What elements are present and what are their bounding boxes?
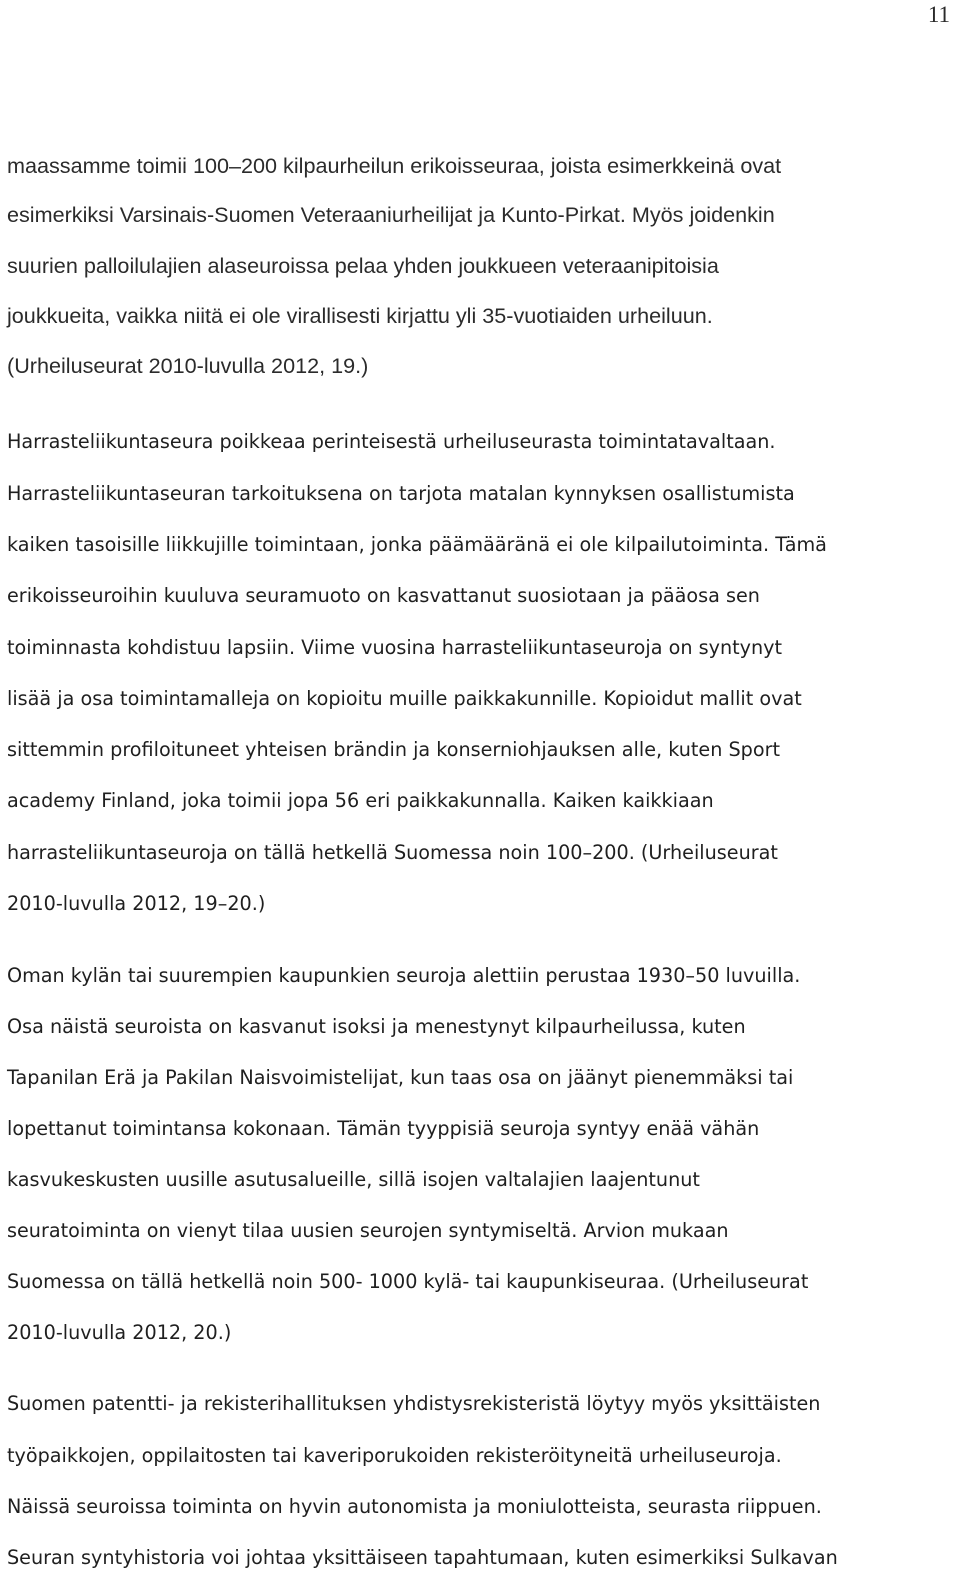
text-line: sittemmin profiloituneet yhteisen brändin ja konserniohjauksen alle, kuten Sport bbox=[7, 738, 780, 761]
text-line: Osa näistä seuroista on kasvanut isoksi ja menestynyt kilpaurheilussa, kuten bbox=[7, 1015, 746, 1038]
text-line: kasvukeskusten uusille asutusalueille, sillä isojen valtalajien laajentunut bbox=[7, 1168, 700, 1191]
text-line: lisää ja osa toimintamalleja on kopioitu muille paikkakunnille. Kopioidut mallit ovat bbox=[7, 687, 802, 710]
page-number: 11 bbox=[927, 2, 950, 27]
text-line: erikoisseuroihin kuuluva seuramuoto on kasvattanut suosiotaan ja pääosa sen bbox=[7, 584, 760, 607]
text-line: maassamme toimii 100–200 kilpaurheilun erikoisseuraa, joista esimerkkeinä ovat bbox=[7, 153, 782, 178]
text-line: 2010-luvulla 2012, 20.) bbox=[7, 1321, 232, 1344]
text-line: 2010-luvulla 2012, 19–20.) bbox=[7, 892, 266, 915]
text-line: Suomen patentti- ja rekisterihallituksen yhdistysrekisteristä löytyy myös yksittäisten bbox=[7, 1392, 821, 1415]
text-line: harrasteliikuntaseuroja on tällä hetkellä Suomessa noin 100–200. (Urheiluseurat bbox=[7, 841, 778, 864]
text-line: Tapanilan Erä ja Pakilan Naisvoimistelijat, kun taas osa on jäänyt pienemmäksi tai bbox=[7, 1066, 794, 1089]
text-line: (Urheiluseurat 2010-luvulla 2012, 19.) bbox=[7, 353, 369, 378]
text-line: kaiken tasoisille liikkujille toimintaan, jonka päämääränä ei ole kilpailutoiminta. Tämä bbox=[7, 533, 827, 556]
text-line: joukkueita, vaikka niitä ei ole virallisesti kirjattu yli 35-vuotiaiden urheiluun. bbox=[7, 303, 713, 328]
text-line: lopettanut toimintansa kokonaan. Tämän tyyppisiä seuroja syntyy enää vähän bbox=[7, 1117, 760, 1140]
text-line: toiminnasta kohdistuu lapsiin. Viime vuosina harrasteliikuntaseuroja on syntynyt bbox=[7, 636, 783, 659]
text-line: Näissä seuroissa toiminta on hyvin autonomista ja moniulotteista, seurasta riippuen. bbox=[7, 1495, 822, 1518]
text-line: työpaikkojen, oppilaitosten tai kaveriporukoiden rekisteröityneitä urheiluseuroja. bbox=[7, 1444, 782, 1467]
text-line: esimerkiksi Varsinais-Suomen Veteraaniurheilijat ja Kunto-Pirkat. Myös joidenkin bbox=[7, 202, 775, 227]
text-line: academy Finland, joka toimii jopa 56 eri paikkakunnalla. Kaiken kaikkiaan bbox=[7, 789, 714, 812]
text-line: Suomessa on tällä hetkellä noin 500- 1000 kylä- tai kaupunkiseuraa. (Urheiluseurat bbox=[7, 1270, 809, 1293]
text-line: Oman kylän tai suurempien kaupunkien seuroja alettiin perustaa 1930–50 luvuilla. bbox=[7, 964, 801, 987]
text-line: Harrasteliikuntaseuran tarkoituksena on tarjota matalan kynnyksen osallistumista bbox=[7, 482, 795, 505]
text-line: Harrasteliikuntaseura poikkeaa perinteisestä urheiluseurasta toimintatavaltaan. bbox=[7, 430, 776, 453]
text-line: seuratoiminta on vienyt tilaa uusien seurojen syntymiseltä. Arvion mukaan bbox=[7, 1219, 729, 1242]
text-line: Seuran syntyhistoria voi johtaa yksittäiseen tapahtumaan, kuten esimerkiksi Sulkavan bbox=[7, 1546, 838, 1569]
text-line: suurien palloilulajien alaseuroissa pelaa yhden joukkueen veteraanipitoisia bbox=[7, 253, 719, 278]
